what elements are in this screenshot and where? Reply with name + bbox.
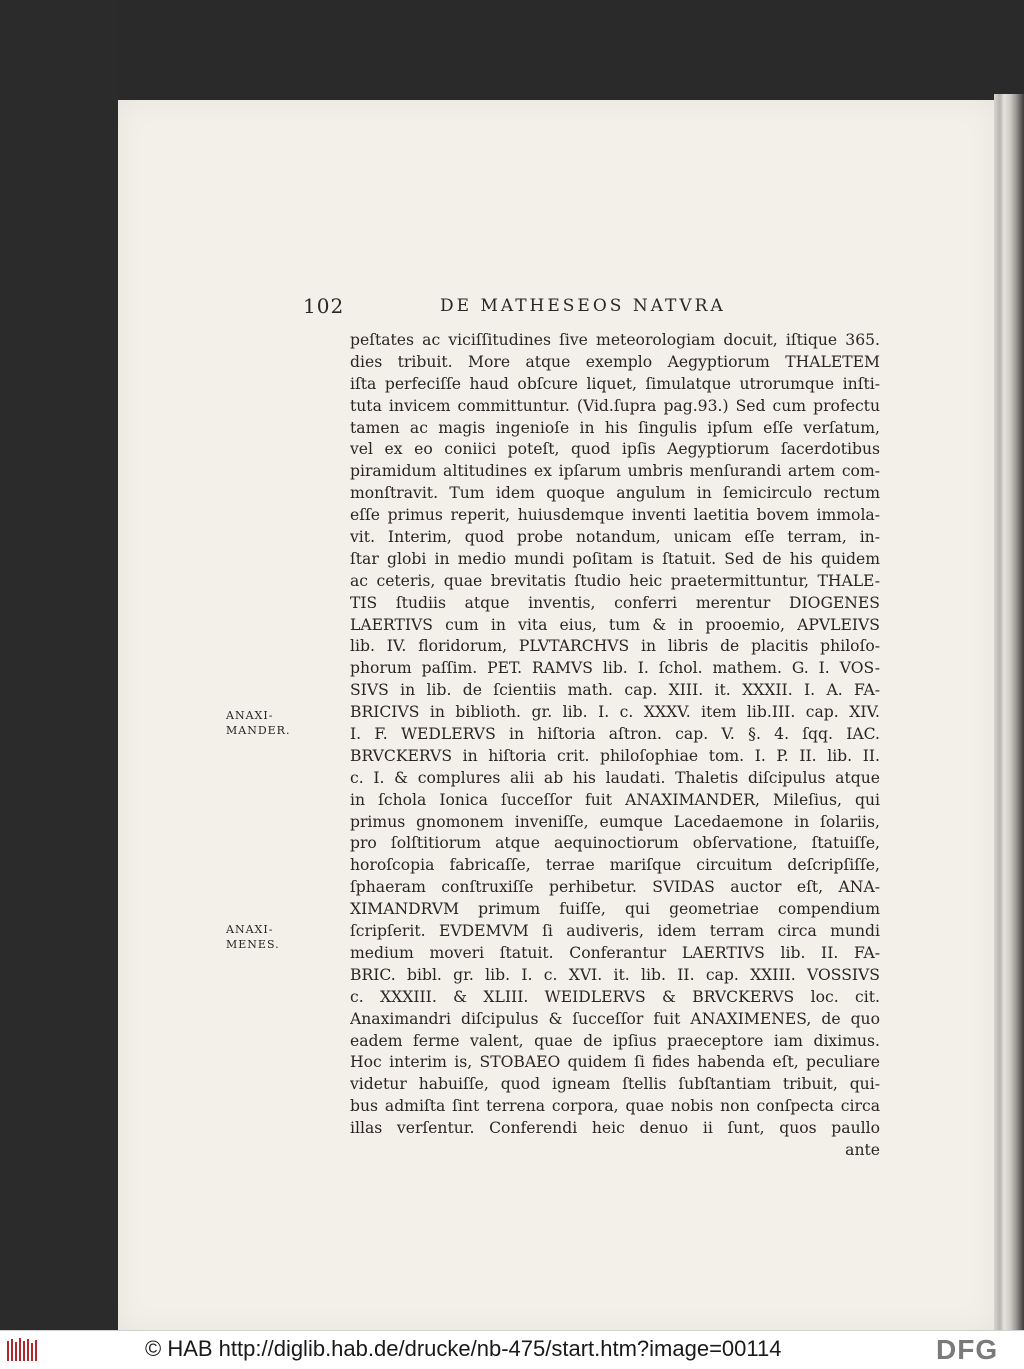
page-number: 102 xyxy=(303,294,345,318)
text-line: ſcripſerit. EVDEMVM ſi audiveris, idem terram circa mundi xyxy=(350,922,880,941)
text-line: Anaximandri diſcipulus & ſucceſſor fuit ANAXIMENES, de quo xyxy=(350,1009,880,1028)
footer-bar xyxy=(0,1330,1024,1369)
text-line: medium moveri ſtatuit. Conferantur LAERTIVS lib. II. FA- xyxy=(350,943,880,962)
dfg-logo: DFG xyxy=(936,1334,999,1365)
margin-note-line: MANDER. xyxy=(226,724,291,737)
margin-note-line: MENES. xyxy=(226,938,280,951)
text-line: ſphaeram conſtruxiſſe perhibetur. SVIDAS auctor eſt, ANA- xyxy=(350,878,880,897)
text-line: c. XXXIII. & XLIII. WEIDLERVS & BRVCKERVS loc. cit. xyxy=(350,987,880,1006)
text-line: eſſe primus reperit, huiusdemque inventi laetitia bovem immola- xyxy=(350,506,880,525)
text-line: SIVS in lib. de ſcientiis math. cap. XIII. it. XXXII. I. A. FA- xyxy=(350,681,880,700)
scan-background-left xyxy=(0,0,118,1330)
text-line: bus admiſta ſint terrena corpora, quae nobis non conſpecta circa xyxy=(350,1097,880,1116)
running-head: DE MATHESEOS NATVRA xyxy=(440,296,726,316)
catchword: ante xyxy=(845,1140,880,1159)
text-line: dies tribuit. More atque exemplo Aegyptiorum THALETEM xyxy=(350,352,880,371)
text-line: illas verſentur. Conferendi heic denuo ii ſunt, quos paullo xyxy=(350,1119,880,1138)
book-page xyxy=(118,100,994,1330)
text-line: Hoc interim is, STOBAEO quidem ſi fides habenda eſt, peculiare xyxy=(350,1053,880,1072)
text-line: primus gnomonem inveniſſe, eumque Lacedaemone in ſolariis, xyxy=(350,812,880,831)
text-line: pro ſolſtitiorum atque aequinoctiorum obſervatione, ſtatuiſſe, xyxy=(350,834,880,853)
text-line: horoſcopia fabricaſſe, terrae mariſque circuitum deſcripſiſſe, xyxy=(350,856,880,875)
margin-note-line: ANAXI- xyxy=(226,709,274,722)
text-line: I. F. WEDLERVS in hiſtoria aſtron. cap. V. §. 4. ſqq. IAC. xyxy=(350,725,880,744)
margin-note-anaximenes xyxy=(226,922,280,952)
text-line: ac ceteris, quae brevitatis ſtudio heic praetermittuntur, THALE- xyxy=(350,571,880,590)
text-line: monſtravit. Tum idem quoque angulum in ſemicirculo rectum xyxy=(350,484,880,503)
text-line: BRVCKERVS in hiſtoria crit. philoſophiae tom. I. P. II. lib. II. xyxy=(350,746,880,765)
text-line: LAERTIVS cum in vita eius, tum & in prooemio, APVLEIVS xyxy=(350,615,880,634)
book-page-edges xyxy=(994,94,1024,1330)
body-text xyxy=(350,330,880,1162)
text-line: tamen ac magis ingenioſe in his ſingulis ipſum eſſe verſatum, xyxy=(350,418,880,437)
text-line: vit. Interim, quod probe notandum, unicam eſſe terram, in- xyxy=(350,528,880,547)
text-line: peſtates ac viciſſitudines ſive meteorologiam docuit, iſtique 365. xyxy=(350,331,880,349)
text-line: eadem ferme valent, quae de ipſius praeceptore iam diximus. xyxy=(350,1031,880,1050)
text-line: piramidum altitudines ex ipſarum umbris menſurandi artem com- xyxy=(350,462,880,481)
text-line: lib. IV. floridorum, PLVTARCHVS in libris de placitis philoſo- xyxy=(350,637,880,656)
text-line: phorum paſſim. PET. RAMVS lib. I. ſchol. mathem. G. I. VOS- xyxy=(350,659,880,678)
text-line: videtur habuiſſe, quod igneam ſtellis ſubſtantiam tribuit, qui- xyxy=(350,1075,880,1094)
text-line: ſtar globi in medio mundi poſitam is ſtatuit. Sed de his quidem xyxy=(350,549,880,568)
copyright-url[interactable]: © HAB http://diglib.hab.de/drucke/nb-475/start.htm?image=00114 xyxy=(145,1336,782,1361)
margin-note-anaximander xyxy=(226,708,290,738)
page-header xyxy=(118,294,994,320)
margin-note-line: ANAXI- xyxy=(226,923,274,936)
text-line: BRIC. bibl. gr. lib. I. c. XVI. it. lib. II. cap. XXIII. VOSSIVS xyxy=(350,965,880,984)
text-line: TIS ſtudiis atque inventis, conferri merentur DIOGENES xyxy=(350,593,880,612)
barcode-logo-icon xyxy=(6,1337,40,1363)
text-line: vel ex eo coniici poteſt, quod ipſis Aegyptiorum ſacerdotibus xyxy=(350,440,880,459)
text-line: iſta perfeciſſe haud obſcure liquet, ſimulatque utrorumque inſti- xyxy=(350,374,880,393)
text-line: XIMANDRVM primum fuiſſe, qui geometriae compendium xyxy=(350,900,880,919)
text-line: in ſchola Ionica ſucceſſor fuit ANAXIMANDER, Mileſius, qui xyxy=(350,790,880,809)
text-line: tuta invicem committuntur. (Vid.ſupra pag.93.) Sed cum profectu xyxy=(350,396,880,415)
text-line: BRICIVS in biblioth. gr. lib. I. c. XXXV. item lib.III. cap. XIV. xyxy=(350,703,880,722)
text-line: c. I. & complures alii ab his laudati. Thaletis diſcipulus atque xyxy=(350,768,880,787)
